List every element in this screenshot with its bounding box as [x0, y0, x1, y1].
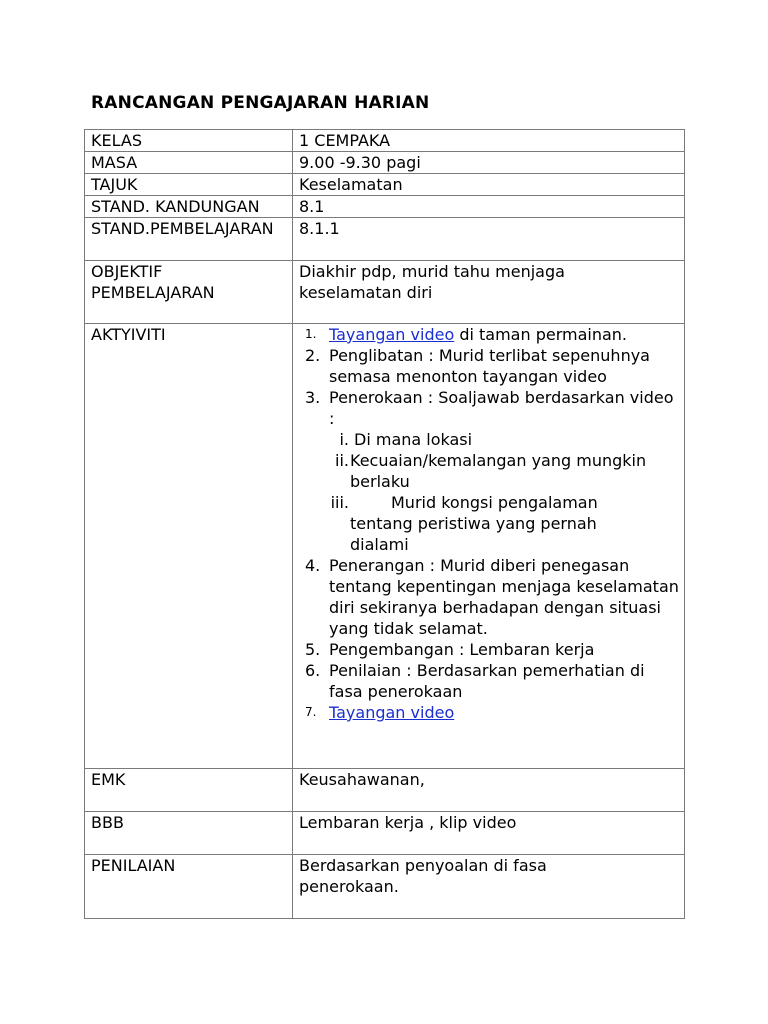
list-item [299, 660, 680, 702]
value-penilaian: Berdasarkan penyoalan di fasa penerokaan. [293, 855, 685, 919]
table-row [85, 152, 685, 174]
value-emk: Keusahawanan, [293, 769, 685, 812]
table-row [85, 324, 685, 769]
sub-list-number: i. [339, 430, 349, 449]
list-item [299, 555, 680, 639]
list-item [299, 387, 680, 555]
video-link[interactable]: Tayangan video [329, 325, 455, 344]
table-row [85, 855, 685, 919]
list-item [299, 639, 680, 660]
list-number: 2. [305, 346, 321, 365]
label-stand-pembelajaran [85, 218, 293, 261]
sub-list-text: Murid kongsi pengalaman tentang peristiwa yang pernah dialami [350, 493, 598, 554]
table-row [85, 130, 685, 152]
sub-list-number: iii. [330, 493, 349, 512]
page-title: RANCANGAN PENGAJARAN HARIAN [91, 93, 430, 113]
label-masa: MASA [85, 152, 293, 174]
label-kelas: KELAS [85, 130, 293, 152]
value-stand-kandungan: 8.1 [293, 196, 685, 218]
sub-list-text: Kecuaian/kemalangan yang mungkin berlaku [350, 451, 647, 491]
lesson-plan-table [84, 129, 685, 919]
list-item [299, 345, 680, 387]
sub-list-number: ii. [335, 451, 349, 470]
table-row [85, 769, 685, 812]
value-objektif: Diakhir pdp, murid tahu menjaga keselamatan diri [293, 261, 685, 324]
value-aktiviti [293, 324, 685, 769]
list-item-text: Penerokaan : Soaljawab berdasarkan video : [329, 388, 674, 428]
list-item-text: Penilaian : Berdasarkan pemerhatian di fasa penerokaan [329, 661, 645, 701]
activity-list [299, 324, 680, 723]
label-emk: EMK [85, 769, 293, 812]
table-row [85, 174, 685, 196]
table-row [85, 812, 685, 855]
sub-list-item [329, 450, 680, 492]
table-row [85, 261, 685, 324]
sub-list-item [329, 429, 680, 450]
sub-list-item [329, 492, 680, 555]
list-number: 3. [305, 388, 321, 407]
list-item-text: Penglibatan : Murid terlibat sepenuhnya semasa menonton tayangan video [329, 346, 650, 386]
list-item-text: Pengembangan : Lembaran kerja [329, 640, 595, 659]
label-bbb: BBB [85, 812, 293, 855]
list-item-text: Penerangan : Murid diberi penegasan tentang kepentingan menjaga keselamatan diri sekiranya berhadapan dengan situasi yang tidak selamat. [329, 556, 679, 638]
label-stand-pembelajaran-text: STAND.PEMBELAJARAN [91, 219, 274, 238]
value-stand-pembelajaran: 8.1.1 [293, 218, 685, 261]
list-number: 1. [305, 327, 317, 341]
list-number: 5. [305, 640, 321, 659]
video-link[interactable]: Tayangan video [329, 703, 455, 722]
value-masa: 9.00 -9.30 pagi [293, 152, 685, 174]
list-number: 4. [305, 556, 321, 575]
list-item [299, 702, 680, 723]
value-kelas: 1 CEMPAKA [293, 130, 685, 152]
table-row [85, 218, 685, 261]
label-objektif: OBJEKTIF PEMBELAJARAN [85, 261, 293, 324]
sub-list [329, 429, 680, 555]
table-row [85, 196, 685, 218]
label-aktiviti: AKTYIVITI [85, 324, 293, 769]
list-item-text: di taman permainan. [454, 325, 628, 344]
list-number: 6. [305, 661, 321, 680]
value-bbb: Lembaran kerja , klip video [293, 812, 685, 855]
label-penilaian: PENILAIAN [85, 855, 293, 919]
label-tajuk: TAJUK [85, 174, 293, 196]
value-tajuk: Keselamatan [293, 174, 685, 196]
label-stand-kandungan: STAND. KANDUNGAN [85, 196, 293, 218]
list-number: 7. [305, 705, 317, 719]
sub-list-text: Di mana lokasi [354, 430, 473, 449]
list-item [299, 324, 680, 345]
